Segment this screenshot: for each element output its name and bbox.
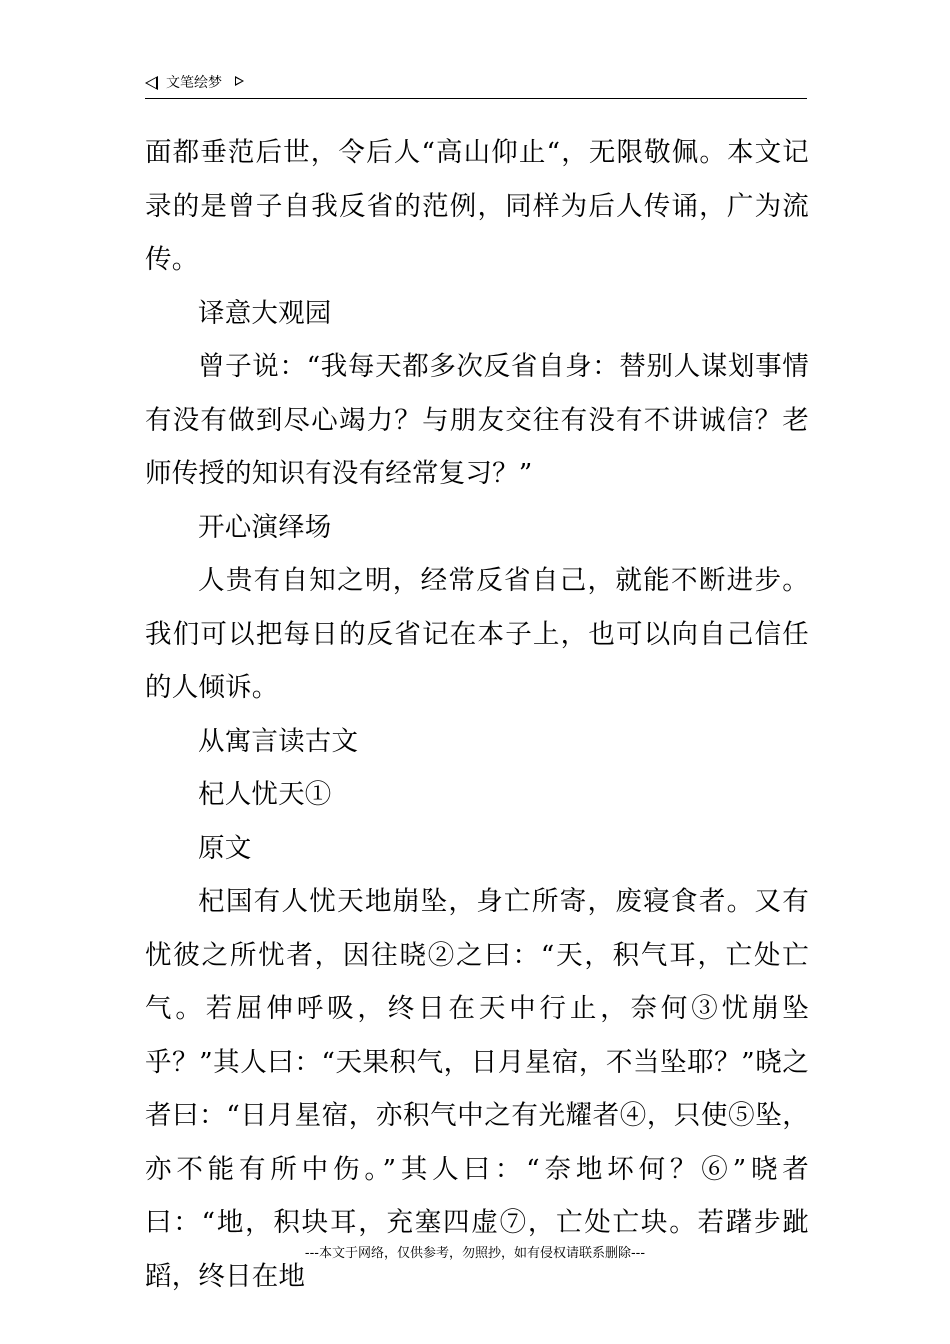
section-heading: 原文 — [198, 832, 252, 864]
page-header — [145, 70, 807, 99]
paragraph: 面都垂范后世，令后人“高山仰止“，无限敬佩。本文记录的是曾子自我反省的范例，同样为后人传诵，广为流传。 — [145, 137, 809, 275]
triangle-left-icon — [145, 76, 158, 90]
footer-notice: ---本文于网络，仅供参考，勿照抄，如有侵权请联系删除--- — [304, 1246, 646, 1261]
paragraph: 杞国有人忧天地崩坠，身亡所寄，废寝食者。又有忧彼之所忧者，因往晓②之曰：“天，积气耳，亡处亡气。若屈伸呼吸，终日在天中行止，奈何③忧崩坠乎？”其人曰：“天果积气，日月星宿，不当坠耶？”晓之者曰：“日月星宿，亦积气中之有光耀者④，只使⑤坠，亦不能有所中伤。”其人曰：“奈地坏何？⑥”晓者曰：“地，积块耳，充塞四虚⑦，亡处亡块。若躇步跐蹈，终日在地 — [145, 886, 809, 1292]
paragraph: 人贵有自知之明，经常反省自己，就能不断进步。我们可以把每日的反省记在本子上，也可以向自己信任的人倾诉。 — [145, 565, 809, 703]
section-heading: 译意大观园 — [198, 297, 332, 329]
brand-name: 文笔绘梦 — [166, 75, 222, 91]
paragraph: 曾子说：“我每天都多次反省自身：替别人谋划事情有没有做到尽心竭力？与朋友交往有没有不讲诚信？老师传授的知识有没有经常复习？” — [145, 351, 809, 489]
document-body — [145, 126, 809, 1303]
section-heading: 从寓言读古文 — [198, 725, 359, 757]
section-heading: 开心演绎场 — [198, 511, 332, 543]
triangle-right-icon — [235, 76, 244, 86]
story-title: 杞人忧天① — [198, 779, 332, 810]
